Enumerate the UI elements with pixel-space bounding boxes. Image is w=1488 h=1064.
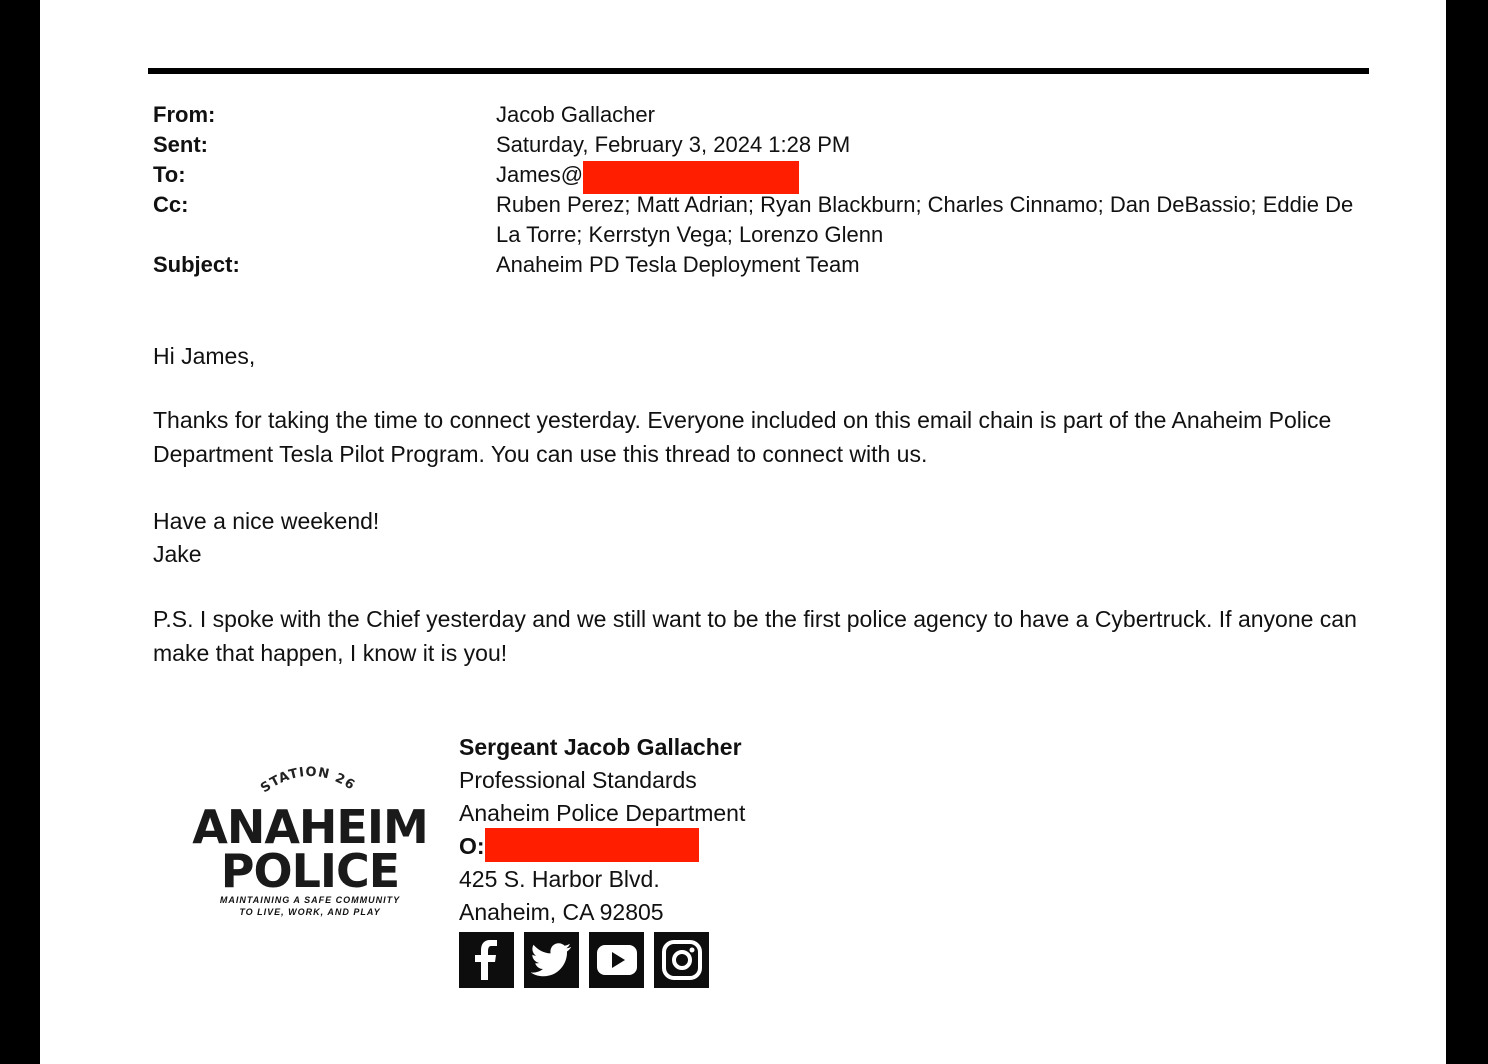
closing-name: Jake (153, 541, 202, 567)
logo-tagline-2: TO LIVE, WORK, AND PLAY (239, 907, 381, 917)
logo-station-text: STATION 26 (258, 764, 358, 797)
sent-label: Sent: (153, 132, 208, 157)
to-value: James@ (496, 162, 584, 187)
greeting: Hi James, (153, 343, 256, 369)
cc-label: Cc: (153, 192, 189, 217)
from-label: From: (153, 102, 216, 127)
twitter-icon[interactable] (524, 932, 579, 988)
svg-text:STATION 26 (258, 765, 358, 796)
to-label: To: (153, 162, 186, 187)
header-divider (148, 68, 1369, 74)
signature-phone-row (459, 830, 699, 863)
signature-department: Anaheim Police Department (459, 800, 746, 826)
logo-police-text: POLICE (220, 844, 400, 898)
cc-value: Ruben Perez; Matt Adrian; Ryan Blackburn; Charles Cinnamo; Dan DeBassio; Eddie De La Torre; Kerrstyn Vega; Lorenzo Glenn (496, 192, 1354, 247)
signature-name: Sergeant Jacob Gallacher (459, 734, 742, 760)
signature-address-2: Anaheim, CA 92805 (459, 899, 664, 925)
redaction-bar (485, 828, 699, 862)
signature-unit: Professional Standards (459, 767, 697, 793)
closing-line: Have a nice weekend! (153, 508, 380, 534)
postscript: P.S. I spoke with the Chief yesterday and we still want to be the first police agency to have a Cybertruck. If anyone can make that happen, I know it is you! (153, 606, 1357, 666)
logo-anaheim-text: ANAHEIM (192, 800, 428, 854)
sent-value: Saturday, February 3, 2024 1:28 PM (496, 132, 851, 157)
station-badge (250, 758, 370, 802)
from-value: Jacob Gallacher (496, 102, 655, 127)
signature-address-1: 425 S. Harbor Blvd. (459, 866, 660, 892)
body-paragraph: Thanks for taking the time to connect yesterday. Everyone included on this email chain is part of the Anaheim Police Department Tesla Pilot Program. You can use this thread to connect with us. (153, 407, 1332, 467)
facebook-icon[interactable] (459, 932, 514, 988)
subject-label: Subject: (153, 252, 240, 277)
logo-tagline-1: MAINTAINING A SAFE COMMUNITY (219, 895, 401, 905)
to-value-row (496, 160, 1376, 194)
youtube-icon[interactable] (589, 932, 644, 988)
email-printout-page (40, 0, 1446, 1064)
subject-value: Anaheim PD Tesla Deployment Team (496, 252, 860, 277)
instagram-icon[interactable] (654, 932, 709, 988)
signature-office-label: O: (459, 833, 485, 859)
anaheim-police-logo (170, 748, 450, 978)
logo-tagline (170, 894, 450, 918)
